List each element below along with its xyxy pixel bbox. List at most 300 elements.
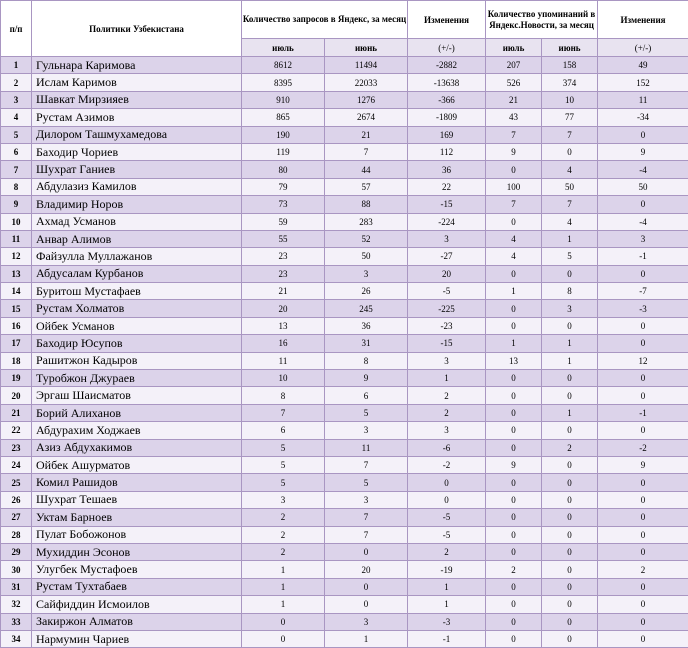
queries-change: 112 [408,143,486,160]
queries-change: -6 [408,439,486,456]
queries-june: 7 [325,526,408,543]
mentions-june: 3 [542,300,598,317]
table-row [1,422,688,439]
mentions-july: 4 [486,248,542,265]
politician-name: Абдурахим Ходжаев [32,422,242,439]
queries-june: 3 [325,491,408,508]
row-number: 29 [1,543,32,560]
mentions-june: 1 [542,230,598,247]
row-number: 28 [1,526,32,543]
queries-july: 2 [242,509,325,526]
row-number: 17 [1,335,32,352]
queries-june: 0 [325,578,408,595]
row-number: 13 [1,265,32,282]
row-number: 3 [1,91,32,108]
politician-name: Комил Рашидов [32,474,242,491]
mentions-june: 0 [542,578,598,595]
queries-july: 7 [242,404,325,421]
queries-june: 0 [325,543,408,560]
politician-name: Баходир Чориев [32,143,242,160]
mentions-change: 0 [598,596,688,613]
queries-june: 8 [325,352,408,369]
mentions-june: 374 [542,74,598,91]
queries-change: 3 [408,230,486,247]
mentions-july: 0 [486,387,542,404]
queries-july: 79 [242,178,325,195]
politician-name: Ойбек Ашурматов [32,456,242,473]
col-header-june-mentions: июнь [542,39,598,57]
col-header-changes-mentions: Изменения [598,1,688,39]
mentions-july: 0 [486,422,542,439]
row-number: 22 [1,422,32,439]
mentions-june: 4 [542,161,598,178]
politician-name: Шухрат Тешаев [32,491,242,508]
mentions-june: 8 [542,283,598,300]
mentions-july: 0 [486,509,542,526]
mentions-july: 0 [486,578,542,595]
table-row [1,352,688,369]
mentions-june: 0 [542,370,598,387]
mentions-june: 1 [542,404,598,421]
politician-name: Рашитжон Кадыров [32,352,242,369]
row-number: 34 [1,630,32,647]
table-row [1,526,688,543]
queries-july: 23 [242,265,325,282]
mentions-june: 1 [542,335,598,352]
mentions-change: 0 [598,509,688,526]
mentions-change: 152 [598,74,688,91]
row-number: 32 [1,596,32,613]
table-row [1,57,688,74]
mentions-change: -1 [598,248,688,265]
politician-name: Пулат Бобожонов [32,526,242,543]
queries-july: 0 [242,630,325,647]
queries-july: 16 [242,335,325,352]
queries-change: -13638 [408,74,486,91]
table-row [1,230,688,247]
row-number: 26 [1,491,32,508]
mentions-july: 43 [486,109,542,126]
politician-name: Владимир Норов [32,196,242,213]
mentions-july: 0 [486,213,542,230]
mentions-july: 0 [486,370,542,387]
mentions-change: 50 [598,178,688,195]
queries-june: 3 [325,613,408,630]
table-row [1,335,688,352]
queries-june: 36 [325,317,408,334]
queries-june: 3 [325,422,408,439]
mentions-june: 158 [542,57,598,74]
queries-change: -1809 [408,109,486,126]
row-number: 19 [1,370,32,387]
queries-june: 11 [325,439,408,456]
queries-change: -5 [408,283,486,300]
table-row [1,213,688,230]
mentions-july: 0 [486,474,542,491]
row-number: 7 [1,161,32,178]
politician-name: Эргаш Шаисматов [32,387,242,404]
politician-name: Файзулла Муллажанов [32,248,242,265]
row-number: 8 [1,178,32,195]
table-row [1,300,688,317]
row-number: 30 [1,561,32,578]
queries-change: -5 [408,526,486,543]
politician-name: Шухрат Ганиев [32,161,242,178]
row-number: 9 [1,196,32,213]
mentions-change: 0 [598,578,688,595]
queries-change: -19 [408,561,486,578]
queries-change: -2882 [408,57,486,74]
queries-change: 1 [408,578,486,595]
queries-june: 2674 [325,109,408,126]
row-number: 33 [1,613,32,630]
table-row [1,630,688,647]
mentions-june: 0 [542,561,598,578]
queries-july: 13 [242,317,325,334]
mentions-change: 2 [598,561,688,578]
queries-change: -27 [408,248,486,265]
row-number: 16 [1,317,32,334]
mentions-june: 0 [542,509,598,526]
queries-july: 5 [242,456,325,473]
mentions-change: -4 [598,213,688,230]
queries-july: 2 [242,526,325,543]
politician-name: Ислам Каримов [32,74,242,91]
row-number: 18 [1,352,32,369]
queries-june: 52 [325,230,408,247]
table-body [1,57,688,648]
mentions-july: 0 [486,439,542,456]
politician-name: Уктам Барноев [32,509,242,526]
mentions-change: 9 [598,456,688,473]
row-number: 6 [1,143,32,160]
mentions-june: 0 [542,422,598,439]
queries-july: 865 [242,109,325,126]
mentions-change: 0 [598,317,688,334]
row-number: 27 [1,509,32,526]
mentions-july: 0 [486,161,542,178]
mentions-june: 0 [542,317,598,334]
queries-july: 23 [242,248,325,265]
queries-july: 5 [242,474,325,491]
queries-change: -3 [408,613,486,630]
queries-july: 1 [242,578,325,595]
mentions-change: 49 [598,57,688,74]
queries-july: 190 [242,126,325,143]
table-row [1,370,688,387]
politician-name: Борий Алиханов [32,404,242,421]
table-row [1,126,688,143]
queries-change: 0 [408,474,486,491]
mentions-june: 0 [542,526,598,543]
mentions-june: 2 [542,439,598,456]
mentions-july: 0 [486,543,542,560]
mentions-change: 0 [598,387,688,404]
table-row [1,283,688,300]
mentions-july: 1 [486,283,542,300]
queries-june: 245 [325,300,408,317]
mentions-change: -3 [598,300,688,317]
queries-july: 1 [242,561,325,578]
mentions-july: 0 [486,630,542,647]
queries-change: 0 [408,491,486,508]
politician-name: Сайфиддин Исмоилов [32,596,242,613]
mentions-june: 0 [542,630,598,647]
queries-june: 11494 [325,57,408,74]
table-row [1,74,688,91]
col-group-yandex-queries: Количество запросов в Яндекс, за месяц [242,1,408,39]
table-row [1,439,688,456]
row-number: 15 [1,300,32,317]
row-number: 10 [1,213,32,230]
col-header-changes-queries-sign: (+/-) [408,39,486,57]
row-number: 2 [1,74,32,91]
mentions-july: 2 [486,561,542,578]
queries-july: 20 [242,300,325,317]
queries-change: 20 [408,265,486,282]
col-header-number: п/п [1,1,32,57]
row-number: 14 [1,283,32,300]
col-header-july-queries: июль [242,39,325,57]
table-row [1,248,688,265]
queries-june: 7 [325,509,408,526]
col-header-politicians: Политики Узбекистана [32,1,242,57]
table-row [1,596,688,613]
mentions-july: 7 [486,126,542,143]
queries-june: 26 [325,283,408,300]
politician-name: Рустам Азимов [32,109,242,126]
mentions-july: 100 [486,178,542,195]
queries-june: 283 [325,213,408,230]
table-row [1,196,688,213]
queries-july: 119 [242,143,325,160]
mentions-change: 0 [598,196,688,213]
politician-name: Туробжон Джураев [32,370,242,387]
table-row [1,613,688,630]
mentions-change: -1 [598,404,688,421]
mentions-change: 0 [598,335,688,352]
queries-july: 5 [242,439,325,456]
row-number: 21 [1,404,32,421]
politician-name: Рустам Холматов [32,300,242,317]
queries-june: 7 [325,456,408,473]
politician-name: Шавкат Мирзияев [32,91,242,108]
queries-july: 3 [242,491,325,508]
mentions-change: 0 [598,370,688,387]
mentions-june: 7 [542,196,598,213]
queries-change: -225 [408,300,486,317]
mentions-july: 207 [486,57,542,74]
mentions-july: 0 [486,613,542,630]
mentions-june: 0 [542,613,598,630]
mentions-july: 21 [486,91,542,108]
mentions-july: 9 [486,456,542,473]
col-header-july-mentions: июль [486,39,542,57]
mentions-june: 0 [542,474,598,491]
queries-june: 0 [325,596,408,613]
politician-name: Гульнара Каримова [32,57,242,74]
queries-june: 31 [325,335,408,352]
mentions-change: 12 [598,352,688,369]
mentions-change: -34 [598,109,688,126]
queries-change: 3 [408,352,486,369]
mentions-june: 5 [542,248,598,265]
politician-name: Азиз Абдухакимов [32,439,242,456]
mentions-change: 0 [598,126,688,143]
queries-june: 22033 [325,74,408,91]
mentions-july: 0 [486,300,542,317]
table-row [1,561,688,578]
queries-change: -366 [408,91,486,108]
row-number: 1 [1,57,32,74]
table-row [1,91,688,108]
queries-change: 169 [408,126,486,143]
queries-july: 8395 [242,74,325,91]
mentions-june: 0 [542,387,598,404]
mentions-change: 11 [598,91,688,108]
mentions-change: 0 [598,265,688,282]
queries-july: 10 [242,370,325,387]
row-number: 4 [1,109,32,126]
row-number: 25 [1,474,32,491]
mentions-july: 7 [486,196,542,213]
queries-june: 1 [325,630,408,647]
queries-change: -23 [408,317,486,334]
mentions-june: 0 [542,456,598,473]
queries-june: 21 [325,126,408,143]
queries-change: -2 [408,456,486,473]
mentions-june: 0 [542,543,598,560]
table-row [1,404,688,421]
mentions-change: -7 [598,283,688,300]
mentions-july: 0 [486,491,542,508]
mentions-change: -2 [598,439,688,456]
politician-name: Дилором Ташмухамедова [32,126,242,143]
politician-name: Нармумин Чариев [32,630,242,647]
row-number: 12 [1,248,32,265]
queries-july: 6 [242,422,325,439]
table-row [1,161,688,178]
mentions-june: 77 [542,109,598,126]
queries-july: 21 [242,283,325,300]
queries-june: 1276 [325,91,408,108]
queries-june: 44 [325,161,408,178]
mentions-change: 0 [598,630,688,647]
queries-june: 9 [325,370,408,387]
mentions-change: 0 [598,474,688,491]
mentions-july: 526 [486,74,542,91]
table-row [1,143,688,160]
col-header-june-queries: июнь [325,39,408,57]
mentions-change: 0 [598,613,688,630]
mentions-july: 9 [486,143,542,160]
table-row [1,109,688,126]
mentions-june: 0 [542,596,598,613]
mentions-june: 10 [542,91,598,108]
row-number: 5 [1,126,32,143]
mentions-change: 3 [598,230,688,247]
queries-change: 36 [408,161,486,178]
mentions-change: 0 [598,543,688,560]
queries-june: 5 [325,474,408,491]
queries-change: 1 [408,596,486,613]
mentions-july: 1 [486,335,542,352]
queries-change: -1 [408,630,486,647]
row-number: 11 [1,230,32,247]
mentions-june: 50 [542,178,598,195]
queries-july: 8612 [242,57,325,74]
col-group-news-mentions: Количество упоминаний в Яндекс.Новости, за месяц [486,1,598,39]
mentions-july: 0 [486,265,542,282]
queries-june: 50 [325,248,408,265]
mentions-july: 0 [486,526,542,543]
politician-name: Ахмад Усманов [32,213,242,230]
mentions-change: 9 [598,143,688,160]
queries-july: 8 [242,387,325,404]
queries-june: 57 [325,178,408,195]
queries-change: -5 [408,509,486,526]
politician-name: Ойбек Усманов [32,317,242,334]
row-number: 24 [1,456,32,473]
mentions-june: 0 [542,491,598,508]
queries-july: 73 [242,196,325,213]
queries-july: 0 [242,613,325,630]
table-row [1,317,688,334]
mentions-june: 0 [542,143,598,160]
politician-name: Буритош Мустафаев [32,283,242,300]
politician-name: Анвар Алимов [32,230,242,247]
politician-name: Рустам Тухтабаев [32,578,242,595]
queries-july: 59 [242,213,325,230]
politician-name: Абдусалам Курбанов [32,265,242,282]
mentions-change: 0 [598,526,688,543]
row-number: 23 [1,439,32,456]
table-row [1,509,688,526]
queries-july: 55 [242,230,325,247]
politician-name: Закиржон Алматов [32,613,242,630]
queries-july: 910 [242,91,325,108]
table-row [1,456,688,473]
table-row [1,543,688,560]
table-row [1,387,688,404]
row-number: 20 [1,387,32,404]
table-row [1,474,688,491]
queries-change: 2 [408,404,486,421]
politician-name: Улугбек Мустафоев [32,561,242,578]
queries-june: 20 [325,561,408,578]
queries-change: -224 [408,213,486,230]
mentions-june: 0 [542,265,598,282]
table-row [1,178,688,195]
politician-name: Абдулазиз Камилов [32,178,242,195]
queries-june: 5 [325,404,408,421]
queries-change: 1 [408,370,486,387]
col-header-changes-queries: Изменения [408,1,486,39]
mentions-july: 13 [486,352,542,369]
queries-change: 2 [408,387,486,404]
queries-change: 2 [408,543,486,560]
mentions-july: 0 [486,404,542,421]
queries-july: 2 [242,543,325,560]
mentions-july: 0 [486,317,542,334]
queries-june: 7 [325,143,408,160]
mentions-july: 0 [486,596,542,613]
politician-name: Баходир Юсупов [32,335,242,352]
queries-change: 22 [408,178,486,195]
mentions-change: 0 [598,491,688,508]
queries-change: 3 [408,422,486,439]
col-header-changes-mentions-sign: (+/-) [598,39,688,57]
